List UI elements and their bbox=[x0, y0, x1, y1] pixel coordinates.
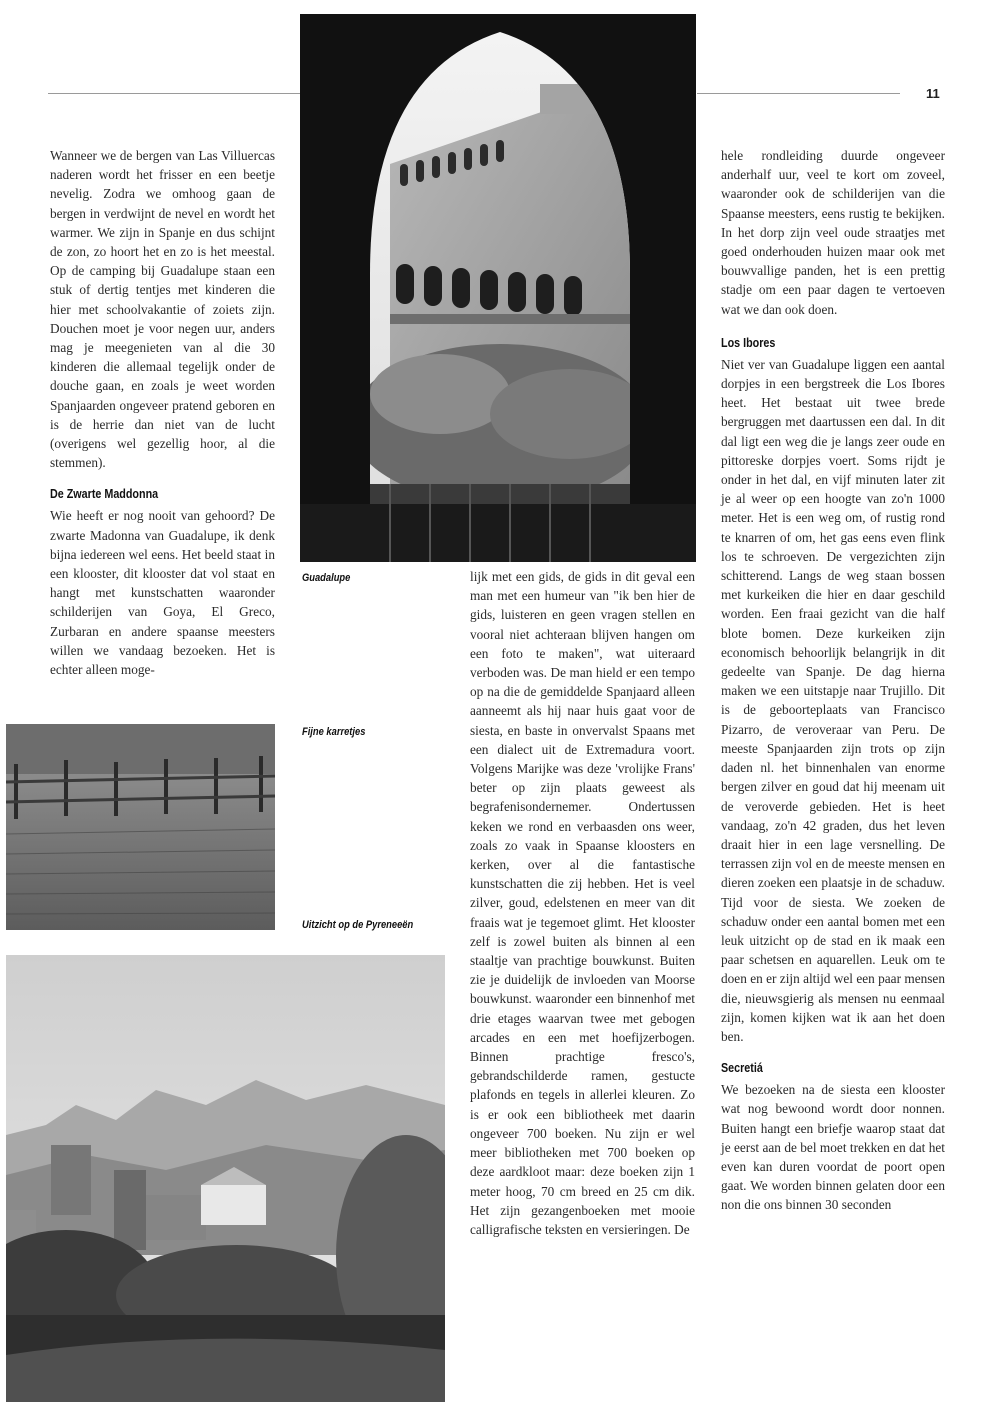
header-rule-right bbox=[697, 93, 900, 94]
photo-guadalupe-monastery bbox=[300, 14, 696, 562]
paragraph: Wie heeft er nog nooit van gehoord? De zwarte Madonna van Guadalupe, ik denk bijna iedereen wel eens. Het beeld staat in een klooster, dit klooster dat vol staat en hangt met kunstschatten waaronder schilderijen van Goya, El Greco, Zurbaran en andere spaanse meesters willen we vandaag bezoeken. Het is echter alleen moge- bbox=[50, 508, 275, 678]
caption-karretjes: Fijne karretjes bbox=[302, 726, 366, 738]
section-heading: De Zwarte Maddonna bbox=[50, 487, 159, 502]
text-column-1 bbox=[50, 146, 275, 679]
header-rule-left bbox=[48, 93, 300, 94]
page-number: 11 bbox=[926, 86, 940, 101]
caption-guadalupe: Guadalupe bbox=[302, 572, 351, 584]
paragraph: Niet ver van Guadalupe liggen een aantal dorpjes in een bergstreek die Los Ibores heet. Het bestaat uit twee brede bergruggen met daartussen een dal. In dit dal ligt een weg die je langs zeer oude en pittoreske dorpjes voert. Soms rijdt je onder in het dal, en vijf minuten later zit je al weer op een hoogte van zo'n 1000 meter. Het is een weg om, of rustig rond te knarren of om, het gas eens even flink los te schroeven. De vergezichten zijn schitterend. Langs de weg staan bossen met kurkeiken die hier en daar geschild worden. Een fraai gezicht van die half blote bomen. Deze kurkeiken zijn economisch behoorlijk belangrijk in dit gedeelte van Spanje. De dag hierna maken we een uitstapje naar Trujillo. Dit is de geboorteplaats van Francisco Pizarro, de veroveraar van Peru. De meeste Spanjaarden zijn trots op zijn daden nl. het binnenhalen van enorme bergen zilver en goud dat hij meenam uit de veroverde gebieden. Het is heet vandaag, zo'n 42 graden, dus het leven draait hier in een lage versnelling. De terrassen zijn vol en de meeste mensen en dieren zoeken een plaatsje in de schaduw. Tijd voor de siesta. We zoeken de schaduw onder een aantal bomen met een leuk uitzicht op de stad en ik maak een paar schetsen en aquarellen. Leuk om te doen en er zijn altijd wel een paar mensen die, nieuwsgierig als mensen nu eenmaal zijn, komen kijken wat ik aan het doen ben. bbox=[721, 356, 945, 1044]
paragraph: Wanneer we de bergen van Las Villuercas naderen wordt het frisser en een beetje nevelig. Zodra we omhoog gaan de bergen in verdwijnt de nevel en wordt het warmer. We zijn in Spanje en dus schijnt de zon, zo hoort het en zo is het meestal. Op de camping bij Guadalupe staan een stuk of dertig tentjes met kinderen die hier met schoolvakantie of zoiets zijn. Douchen moet je voor negen uur, anders mag je meegenieten van al die 30 kinderen die allemaal tegelijk onder de douche gaan, en zoals je weet worden Spanjaarden ongeveer pratend geboren en is de herrie dan niet van de lucht (overigens wel gezellig hoor, al die stemmen). bbox=[50, 148, 275, 471]
paragraph: We bezoeken na de siesta een klooster wat nog bewoond wordt door nonnen. Buiten hangt een briefje waarop staat dat je eerst aan de bel moet trekken en dat het even kan duren voordat de poort open gaat. We worden binnen gelaten door een non die ons binnen 30 seconden bbox=[721, 1082, 945, 1213]
paragraph: lijk met een gids, de gids in dit geval een man met een humeur van "ik ben hier de gids, luisteren en geen vragen stellen en vooral niet achteraan blijven hangen om een foto te maken", wat uiteraard verboden was. De man hield er een tempo op na die de gemiddelde Spanjaard alleen aanneemt als hij naar huis gaat voor de siesta, en baste in onvervalst Spaans met een dialect uit de Extremadura voort. Volgens Marijke was deze 'vrolijke Frans' beter op zijn plaats geweest als begrafenisondernemer. Ondertussen keken we rond en verbaasden ons weer, zoals zo vaak in Spaanse kloosters en kerken, over al die fantastische kunstschatten die zij hebben. Het is veel zilver, goud, edelstenen en meer van dit fraais wat je tegemoet glimt. Het klooster zelf is zowel buiten als binnen al een staaltje van prachtige bouwkunst. Buiten zie je duidelijk de invloeden van Moorse bouwkunst. waaronder een binnenhof met drie etages waarvan twee met gebogen arcades en een met hoefijzerbogen. Binnen prachtige fresco's, gebrandschilderde ramen, gestucte plafonds en tegels in allerlei kleuren. Zo is er ook een bibliotheek met daarin ongeveer 700 boeken. Nu zijn er wel meer bibliotheken met 700 boeken op deze aardkloot maar: deze boeken zijn 1 meter hoog, 70 cm breed en 25 cm dik. Het zijn gezangenboeken met mooie calligrafische teksten en versieringen. De bbox=[470, 569, 695, 1237]
paragraph: hele rondleiding duurde ongeveer anderhalf uur, veel te kort om zoveel, waaronder ook de schilderijen van die Spaanse meesters, eens rustig te bekijken. In het dorp zijn veel oude straatjes met goed onderhouden huizen maar ook met bouwvallige panden, het is een prettig stadje om een paar dagen te vertoeven wat we dan ook doen. bbox=[721, 148, 945, 317]
section-heading: Secretiá bbox=[721, 1061, 763, 1076]
photo-pyreneeen bbox=[6, 955, 445, 1402]
caption-pyreneeen: Uitzicht op de Pyreneeën bbox=[302, 919, 414, 931]
text-column-3 bbox=[721, 146, 945, 1215]
text-column-2 bbox=[470, 567, 695, 1239]
photo-karretjes bbox=[6, 724, 275, 930]
section-heading: Los Ibores bbox=[721, 335, 776, 350]
